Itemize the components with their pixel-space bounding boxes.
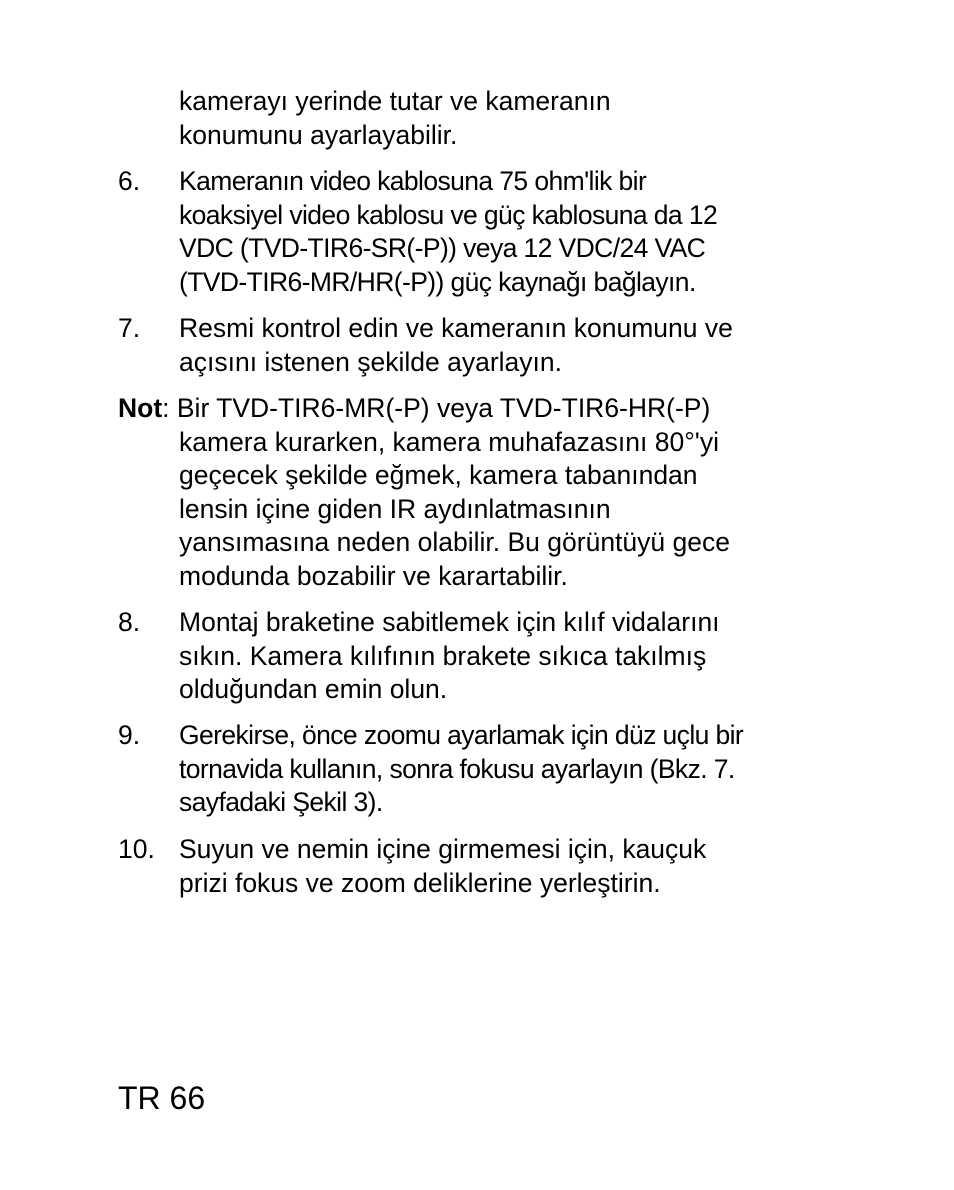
step-text: Kameranın video kablosuna 75 ohm'lik bir koaksiyel video kablosu ve güç kablosuna da 12 VDC (TVD-TIR6-SR(-P)) veya 12 VDC/24 VAC (TVD-TIR6-MR/HR(-P)) güç kaynağı bağlayın.	[179, 166, 718, 297]
step-10	[118, 833, 818, 900]
step-text: Resmi kontrol edin ve kameranın konumunu ve açısını istenen şekilde ayarlayın.	[179, 313, 733, 377]
step-number: 8.	[118, 607, 141, 637]
note-text: kamera kurarken, kamera muhafazasını 80°'yi geçecek şekilde eğmek, kamera tabanından lensin içine giden IR aydınlatmasının yansımasına neden olabilir. Bu görüntüyü gece modunda bozabilir ve karartabilir.	[179, 426, 730, 591]
step-number: 6.	[118, 166, 141, 196]
step-text: Montaj braketine sabitlemek için kılıf vidalarını sıkın. Kamera kılıfının brakete sıkıca takılmış olduğundan emin olun.	[179, 607, 720, 704]
note-label: Not	[118, 393, 163, 423]
note-first-line	[118, 392, 818, 426]
step-8	[118, 606, 818, 707]
step-number: 9.	[118, 720, 141, 750]
step-7	[118, 312, 818, 379]
continuation-text: kamerayı yerinde tutar ve kameranın konumunu ayarlayabilir.	[179, 86, 611, 150]
step-number: 7.	[118, 313, 141, 343]
step-text: Gerekirse, önce zoomu ayarlamak için düz uçlu bir tornavida kullanın, sonra fokusu ayarlayın (Bkz. 7. sayfadaki Şekil 3).	[179, 720, 744, 817]
page-number: TR 66	[118, 1080, 206, 1116]
note-paragraph	[118, 392, 818, 593]
continuation-paragraph	[118, 85, 818, 152]
note-first-line-text: : Bir TVD-TIR6-MR(-P) veya TVD-TIR6-HR(-P)	[162, 393, 711, 423]
step-number: 10.	[118, 834, 155, 864]
step-text: Suyun ve nemin içine girmemesi için, kauçuk prizi fokus ve zoom deliklerine yerleştirin.	[179, 834, 707, 898]
step-9	[118, 719, 818, 820]
step-6	[118, 165, 818, 299]
